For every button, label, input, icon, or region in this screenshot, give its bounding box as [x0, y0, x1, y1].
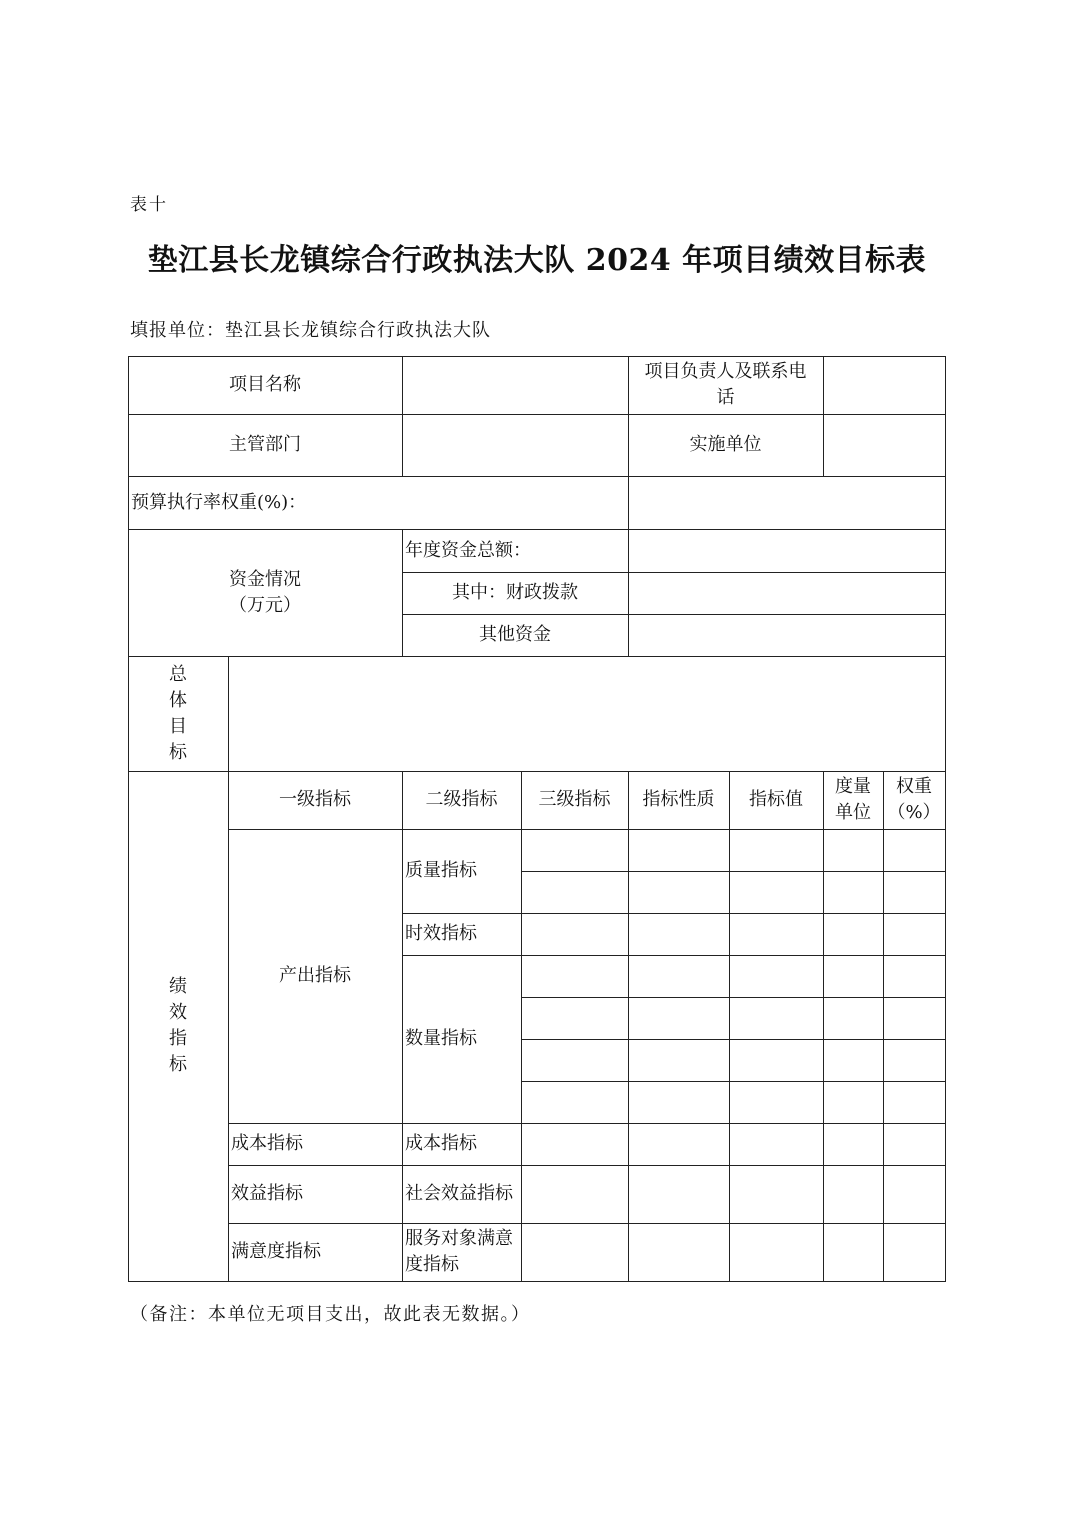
- col-header-weight: 权重（%）: [887, 776, 941, 823]
- page-title: 垫江县长龙镇综合行政执法大队 2024 年项目绩效目标表: [147, 243, 927, 278]
- col-header-unit: 度量单位: [835, 776, 871, 823]
- social-benefit-indicators-label: 社会效益指标: [405, 1183, 513, 1204]
- footnote: （备注：本单位无项目支出，故此表无数据。）: [130, 1304, 531, 1325]
- other-funds-label: 其他资金: [479, 624, 551, 645]
- fiscal-funds-label: 其中：财政拨款: [452, 582, 578, 603]
- overall-goal-label: 总体目标: [169, 663, 187, 763]
- col-header-level3: 三级指标: [538, 789, 611, 810]
- satisfaction-indicators-label: 满意度指标: [231, 1241, 321, 1262]
- service-satisfaction-indicators-label: 服务对象满意度指标: [405, 1228, 513, 1275]
- output-indicators-label: 产出指标: [279, 965, 351, 986]
- col-header-level2: 二级指标: [425, 789, 498, 810]
- cost-indicators-l2-label: 成本指标: [405, 1133, 477, 1154]
- owner-contact-label: 项目负责人及联系电话: [644, 361, 807, 408]
- timeliness-indicators-label: 时效指标: [405, 923, 477, 944]
- quality-indicators-label: 质量指标: [405, 860, 477, 881]
- col-header-value: 指标值: [749, 789, 803, 810]
- implementing-unit-label: 实施单位: [689, 434, 762, 455]
- benefit-indicators-label: 效益指标: [231, 1183, 303, 1204]
- budget-weight-label: 预算执行率权重(%)：: [131, 491, 307, 513]
- col-header-nature: 指标性质: [642, 789, 715, 810]
- table-label: 表十: [130, 195, 168, 215]
- performance-indicators-label: 绩效指标: [169, 976, 187, 1075]
- supervising-dept-label: 主管部门: [229, 434, 301, 455]
- col-header-level1: 一级指标: [279, 789, 351, 810]
- filling-unit: 填报单位：垫江县长龙镇综合行政执法大队: [130, 320, 491, 341]
- funds-label: 资金情况（万元）: [229, 568, 301, 616]
- annual-total-label: 年度资金总额：: [405, 539, 531, 561]
- project-name-label: 项目名称: [229, 374, 301, 395]
- cost-indicators-l1-label: 成本指标: [231, 1133, 303, 1154]
- quantity-indicators-label: 数量指标: [405, 1028, 477, 1049]
